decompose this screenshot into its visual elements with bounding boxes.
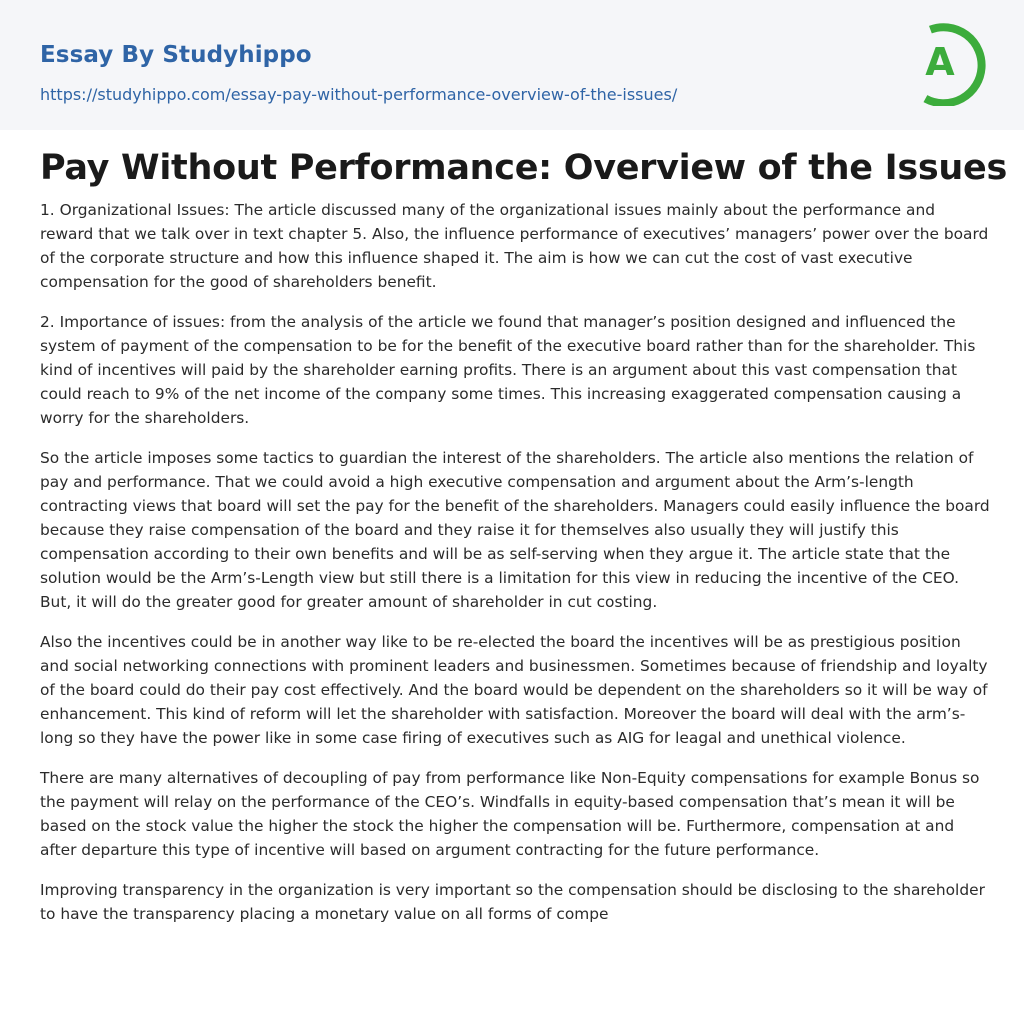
- site-header: [0, 0, 1024, 130]
- studyhippo-logo-icon[interactable]: [908, 18, 988, 106]
- essay-paragraph: 2. Importance of issues: from the analysis of the article we found that manager’s position designed and influenced the system of payment of the compensation to be for the benefit of the executive board rather than for the shareholder. This kind of incentives will paid by the shareholder earning profits. There is an argument about this vast compensation that could reach to 9% of the net income of the company some times. This increasing exaggerated compensation causing a worry for the shareholders.: [40, 313, 976, 427]
- essay-paragraph: Also the incentives could be in another way like to be re-elected the board the incentives will be as prestigious position and social networking connections with prominent leaders and businessmen. Sometimes because of friendship and loyalty of the board could do their pay cost effectively. And the board would be dependent on the shareholders so it will be way of enhancement. This kind of reform will let the shareholder with satisfaction. Moreover the board will deal with the arm’s-long so they have the power like in some case firing of executives such as AIG for leagal and unethical violence.: [40, 633, 988, 747]
- essay-paragraph: 1. Organizational Issues: The article discussed many of the organizational issues mainly about the performance and reward that we talk over in text chapter 5. Also, the influence performance of executives’ managers’ power over the board of the corporate structure and how this influence shaped it. The aim is how we can cut the cost of vast executive compensation for the good of shareholders benefit.: [40, 201, 989, 291]
- brand-title[interactable]: Essay By Studyhippo: [40, 42, 312, 68]
- logo-letter: A: [925, 40, 955, 84]
- essay-content: [40, 146, 1007, 942]
- essay-title: Pay Without Performance: Overview of the Issues: [40, 148, 1007, 188]
- essay-paragraph: Improving transparency in the organization is very important so the compensation should be disclosing to the shareholder to have the transparency placing a monetary value on all forms of compe: [40, 881, 985, 923]
- essay-paragraph: So the article imposes some tactics to guardian the interest of the shareholders. The article also mentions the relation of pay and performance. That we could avoid a high executive compensation and argument about the Arm’s-length contracting views that board will set the pay for the benefit of the shareholders. Managers could easily influence the board because they raise compensation of the board and they raise it for themselves also usually they will justify this compensation according to their own benefits and will be as self-serving when they argue it. The article state that the solution would be the Arm’s-Length view but still there is a limitation for this view in reducing the incentive of the CEO. But, it will do the greater good for greater amount of shareholder in cut costing.: [40, 449, 990, 611]
- source-url-link[interactable]: https://studyhippo.com/essay-pay-without-performance-overview-of-the-issues/: [40, 85, 678, 104]
- essay-paragraph: There are many alternatives of decoupling of pay from performance like Non-Equity compensations for example Bonus so the payment will relay on the performance of the CEO’s. Windfalls in equity-based compensation that’s mean it will be based on the stock value the higher the stock the higher the compensation will be. Furthermore, compensation at and after departure this type of incentive will based on argument contracting for the future performance.: [40, 769, 980, 859]
